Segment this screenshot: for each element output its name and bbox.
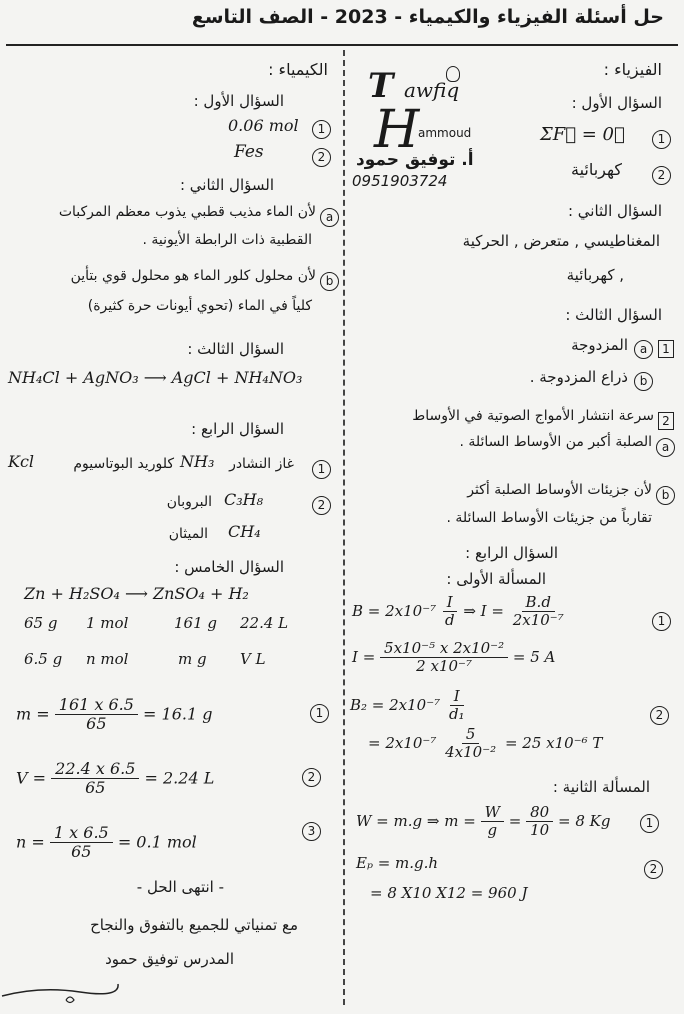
phys-q3-answer-b: ذراع المزدوجة . [529, 368, 628, 386]
chem-q1-answer-2: Fes [234, 142, 264, 162]
physics-heading: الفيزياء : [603, 60, 662, 79]
phys-p1-num-1: 1 [652, 610, 671, 631]
phys-q2-label: السؤال الثاني : [567, 202, 662, 220]
phys-q3-box-1: 1 [658, 338, 674, 358]
phys-q2-line1: المغناطيسي , متعرض , الحركية [462, 232, 660, 250]
chem-q5-row2-c3: m g [178, 650, 207, 668]
column-divider [343, 50, 345, 1005]
chem-q2-b-line1: لأن محلول كلور الماء هو محلول قوي بتأين [70, 268, 316, 284]
phys-q3b-letter-a: a [656, 436, 675, 457]
teacher-signature: المدرس توفيق حمود [105, 950, 234, 968]
chem-q5-step1: m = $\frac{161 x 6.5}{65}$ = 16.1 g [16, 695, 213, 734]
phys-q3-box-2: 2 [658, 410, 674, 430]
end-note: - انتهى الحل - [136, 878, 224, 896]
chem-q4-a1-formula: NH₃ [180, 452, 215, 471]
chem-q4-a1-arabic-2: كلوريد البوتاسيوم [73, 456, 174, 472]
wish-note: مع تمنياتي للجميع بالتفوق والنجاح [90, 916, 298, 934]
author-logo [352, 66, 500, 190]
corner-scribble [0, 976, 120, 1010]
logo-letter-h: H [374, 100, 420, 160]
chem-q4-a2-arabic: البروبان [166, 494, 212, 510]
phys-q1-answer-2: كهربائية [570, 160, 622, 179]
chem-q3-label: السؤال الثالث : [187, 340, 284, 358]
phys-q4-problem1-label: المسألة الأولى : [446, 570, 546, 588]
logo-phone: 0951903724 [352, 172, 448, 190]
phys-q3b-line1: سرعة انتشار الأمواج الصوتية في الأوساط [412, 408, 654, 424]
phys-p3-line1: W = m.g ⇒ m = $\frac{W}{g}$ = $\frac{80}{10}$ = 8 Kg [356, 803, 611, 840]
chem-q5-num-3: 3 [302, 820, 321, 841]
chem-q2-a-line1: لأن الماء مذيب قطبي يذوب معظم المركبات [58, 204, 316, 220]
chem-q5-row1-c2: 1 mol [86, 614, 129, 632]
phys-p1-line2: I = $\frac{\text{5x10⁻⁵ x 2x10⁻²}}{\text{2 x10⁻⁷}}$ = 5 A [352, 639, 556, 676]
chem-q4-a1-formula-2: Kcl [8, 452, 35, 471]
phys-p3-num-1: 1 [640, 812, 659, 833]
chem-q5-row1-c1: 65 g [24, 614, 58, 632]
phys-p1-line1: B = 2x10⁻⁷ $\frac{I}{d}$ ⇒ I = $\frac{B.d}{\text{2x10⁻⁷}}$ [352, 593, 564, 630]
chem-q5-label: السؤال الخامس : [174, 558, 284, 576]
chem-q2-a-line2: القطبية ذات الرابطة الأيونية . [142, 232, 312, 248]
chem-q2-letter-b: b [320, 270, 339, 291]
phys-q3-answer-a: المزدوجة [571, 336, 628, 354]
chem-q2-label: السؤال الثاني : [179, 176, 274, 194]
chem-q5-row2-c2: n mol [86, 650, 129, 668]
chem-q5-row1-c3: 161 g [174, 614, 218, 632]
chem-q2-b-line2: كلياً في الماء (تحوي أيونات حرة كثيرة) [87, 298, 312, 314]
phys-q4-label: السؤال الرابع : [465, 544, 558, 562]
page-title: حل أسئلة الفيزياء والكيمياء - 2023 - الصف التاسع [191, 6, 664, 28]
phys-p2-num-2: 2 [650, 704, 669, 725]
chem-q4-a1-arabic: غاز النشادر [229, 456, 294, 472]
title-underline [6, 44, 678, 46]
chem-q5-row2-c1: 6.5 g [24, 650, 63, 668]
chem-q4-num-2: 2 [312, 494, 331, 515]
phys-q3-letter-b: b [634, 370, 653, 391]
phys-q1-answer-1: ΣF⃗ = 0⃗ [540, 124, 625, 145]
chem-q4-a2-formula-2: CH₄ [228, 522, 261, 541]
logo-arabic-name: أ. توفيق حمود [356, 150, 474, 170]
phys-q3b-letter-b: b [656, 484, 675, 505]
phys-p2-line2: = 2x10⁻⁷ $\frac{5}{\text{4x10⁻²}}$ = 25 x10⁻⁶ T [368, 725, 603, 762]
logo-last-name: ammoud [418, 126, 472, 140]
phys-p2-line1: B₂ = 2x10⁻⁷ $\frac{I}{\text{d₁}}$ [350, 687, 465, 724]
chem-q5-num-1: 1 [310, 702, 329, 723]
chem-q5-num-2: 2 [302, 766, 321, 787]
chem-q4-a2-formula: C₃H₈ [224, 490, 264, 509]
chem-q5-step2: V = $\frac{22.4 x 6.5}{65}$ = 2.24 L [16, 759, 215, 798]
chem-q5-step3: n = $\frac{1 x 6.5}{65}$ = 0.1 mol [16, 823, 197, 862]
phys-q1-num-1: 1 [652, 128, 671, 149]
phys-p4-line1: Eₚ = m.g.h [356, 854, 439, 872]
chemistry-heading: الكيمياء : [268, 60, 328, 79]
chem-q1-label: السؤال الأول : [193, 92, 284, 110]
chem-q3-equation: NH₄Cl + AgNO₃ ⟶ AgCl + NH₄NO₃ [8, 368, 303, 387]
phys-q4-problem2-label: المسألة الثانية : [552, 778, 650, 796]
phys-q1-label: السؤال الأول : [571, 94, 662, 112]
phys-q3b-b-line1: لأن جزيئات الأوساط الصلبة أكثر [467, 482, 652, 498]
chem-q5-row1-c4: 22.4 L [240, 614, 289, 632]
chem-q1-num-1: 1 [312, 118, 331, 139]
phys-q3b-answer-a: الصلبة أكبر من الأوساط السائلة . [459, 434, 652, 450]
phys-q1-num-2: 2 [652, 164, 671, 185]
phys-p4-num-2: 2 [644, 858, 663, 879]
logo-first-name: awfiq [404, 78, 460, 102]
phys-q2-line2: , كهربائية [566, 266, 624, 284]
chem-q4-a2-arabic-2: الميثان [168, 526, 208, 542]
chem-q5-row2-c4: V L [240, 650, 266, 668]
chem-q5-equation: Zn + H₂SO₄ ⟶ ZnSO₄ + H₂ [24, 584, 249, 603]
phys-q3b-b-line2: تقارباً من جزيئات الأوساط السائلة . [446, 510, 652, 526]
chem-q4-num-1: 1 [312, 458, 331, 479]
chem-q1-answer-1: 0.06 mol [228, 116, 299, 135]
chem-q2-letter-a: a [320, 206, 339, 227]
logo-letter-t: T [368, 66, 394, 106]
phys-q3-label: السؤال الثالث : [565, 306, 662, 324]
chem-q1-num-2: 2 [312, 146, 331, 167]
phys-q3-letter-a: a [634, 338, 653, 359]
chem-q4-label: السؤال الرابع : [191, 420, 284, 438]
phys-p4-line2: = 8 X10 X12 = 960 J [370, 884, 528, 902]
